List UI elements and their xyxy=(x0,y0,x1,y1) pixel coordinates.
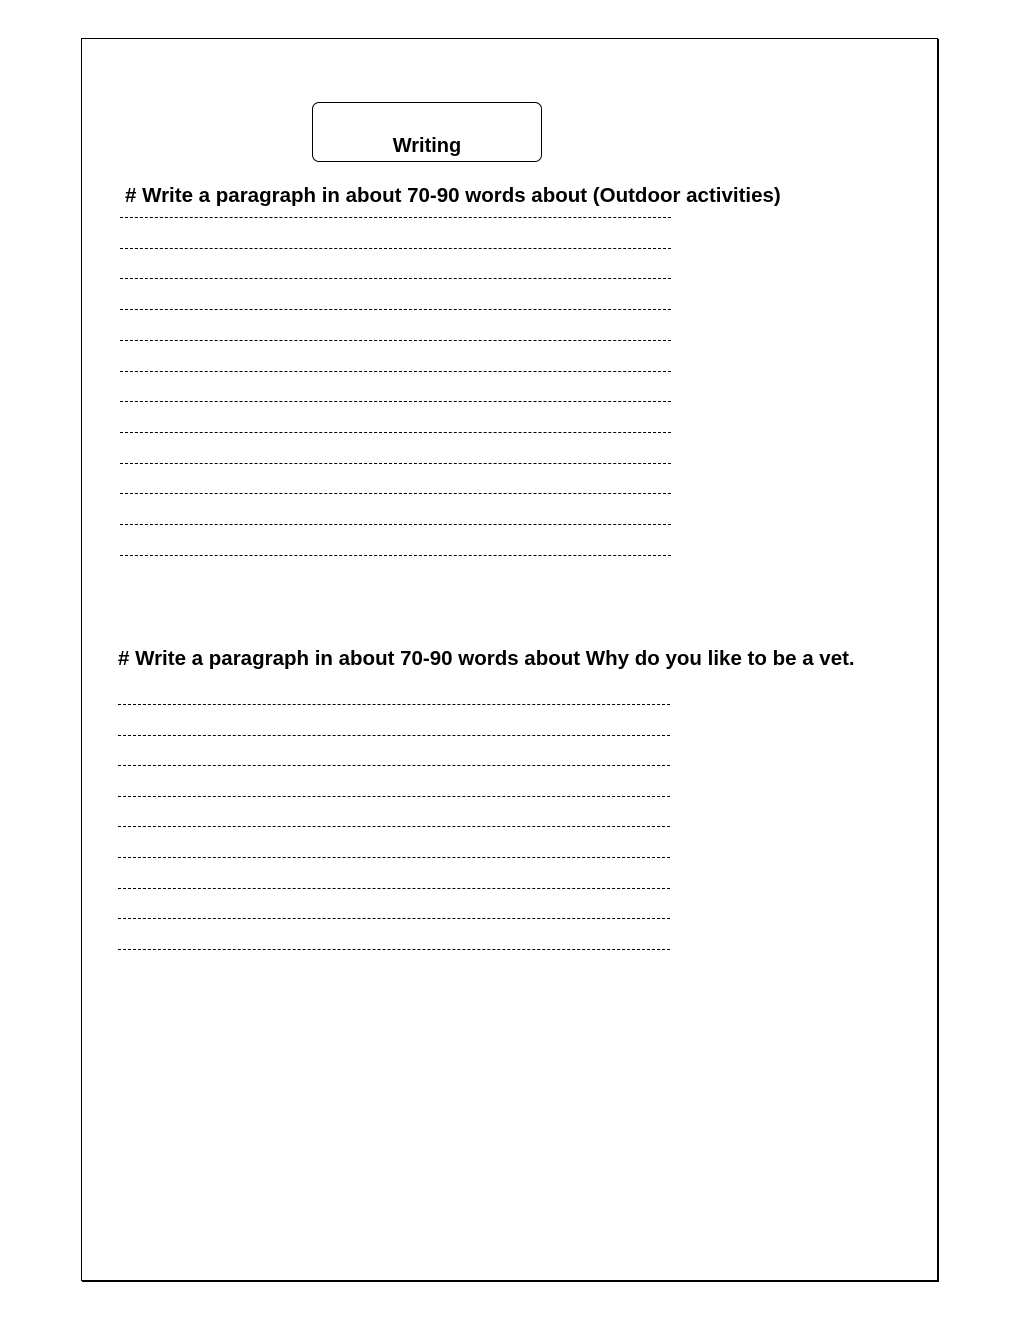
writing-line[interactable] xyxy=(120,371,671,372)
writing-line[interactable] xyxy=(120,401,671,402)
writing-line[interactable] xyxy=(118,765,670,766)
writing-line[interactable] xyxy=(118,888,670,889)
prompt-vet: # Write a paragraph in about 70-90 words about Why do you like to be a vet. xyxy=(118,647,855,670)
writing-line[interactable] xyxy=(118,857,670,858)
worksheet-title: Writing xyxy=(392,135,462,157)
writing-line[interactable] xyxy=(118,949,670,950)
writing-line[interactable] xyxy=(120,524,671,525)
writing-line[interactable] xyxy=(120,309,671,310)
writing-line[interactable] xyxy=(120,278,671,279)
writing-line[interactable] xyxy=(120,463,671,464)
writing-line[interactable] xyxy=(120,493,671,494)
writing-line[interactable] xyxy=(120,555,671,556)
writing-line[interactable] xyxy=(120,248,671,249)
writing-line[interactable] xyxy=(118,735,670,736)
writing-line[interactable] xyxy=(118,796,670,797)
writing-line[interactable] xyxy=(118,918,670,919)
writing-line[interactable] xyxy=(120,217,671,218)
writing-line[interactable] xyxy=(120,340,671,341)
title-box xyxy=(312,102,542,162)
writing-line[interactable] xyxy=(120,432,671,433)
writing-line[interactable] xyxy=(118,826,670,827)
prompt-outdoor-activities: # Write a paragraph in about 70-90 words about (Outdoor activities) xyxy=(125,184,781,207)
writing-line[interactable] xyxy=(118,704,670,705)
